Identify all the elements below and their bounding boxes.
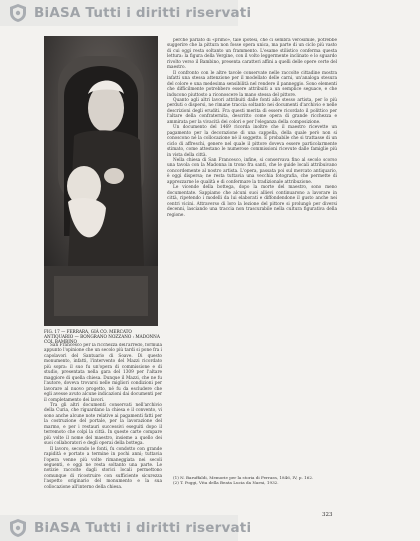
paragraph: Le vicende della bottega, dopo la morte del maestro, sono meno documentate. Sappiamo che alcuni suoi allievi continuarono a lavorare in città, ripetendo i modelli da lui elaborati e diffondendone il gusto anche nei centri vicini. Attraverso di loro la lezione del pittore si prolungò per diversi decenni, lasciando una traccia non trascurabile nella cultura figurativa della regione. (167, 185, 337, 218)
paragraph: Un documento del 1469 ricorda inoltre che il maestro ricevette un pagamento per la decorazione di una cappella, della quale però non si conoscono né la collocazione né il soggetto. È probabile che si trattasse di un ciclo di affreschi, genere nel quale il pittore doveva essere particolarmente stimato, come attestano le numerose commissioni ricevute dalle famiglie più in vista della città. (167, 125, 337, 158)
footnote: (2) T. Poggi, Vita della Beata Lucia da Narni, 1932. (173, 480, 279, 486)
page-number: 323 (322, 512, 333, 518)
watermark-banner-bottom (0, 515, 252, 541)
footnotes (167, 475, 337, 486)
text-column-left (44, 343, 162, 515)
paragraph: Quanto agli altri lavori attribuiti dalle fonti allo stesso artista, per lo più perduti o dispersi, ne rimane traccia soltanto nei documenti d'archivio e nelle descrizioni degli eruditi. Fra questi merita di essere ricordato il polittico per l'altare della confraternita, descritto come opera di grande ricchezza e ammirata per la vivacità dei colori e per l'eleganza della composizione. (167, 97, 337, 125)
watermark-text: BiASA Tutti i diritti riservati (34, 5, 252, 21)
shield-logo-icon (8, 518, 28, 538)
paragraph: Il lavoro, secondo le fonti, fu condotto con grande rapidità e portato a termine in pochi anni; tuttavia l'opera venne più volte rimaneggiata nei secoli seguenti, e oggi ne resta soltanto una parte. Le notizie raccolte dagli storici locali permettono comunque di ricostruire con sufficiente sicurezza l'aspetto originario del monumento e la sua collocazione all'interno della chiesa. (44, 446, 162, 490)
paragraph: Nella chiesa di San Francesco, infine, si conservava fino al secolo scorso una tavola con la Madonna in trono fra santi, che le guide locali attribuivano concordemente al nostro artista. L'opera, passata poi sul mercato antiquario, è oggi dispersa; ne resta tuttavia una vecchia fotografia, che permette di apprezzarne le qualità e di confermare la tradizionale attribuzione. (167, 157, 337, 185)
paragraph: Tra gli altri documenti conservati nell'archivio della Curia, che riguardano la chiesa e il convento, vi sono anche alcune note relative ai pagamenti fatti per la costruzione del portale, per la lavorazione del marmo, e per i restauri successivi eseguiti dopo il terremoto che colpì la città. In queste carte compare più volte il nome del maestro, insieme a quello dei suoi collaboratori e degli operai della bottega. (44, 402, 162, 447)
watermark-text: BiASA Tutti i diritti riservati (34, 520, 252, 536)
text-column-right (167, 38, 337, 470)
shield-logo-icon (8, 3, 28, 23)
paragraph: perché parlato di «primo», tale ipotesi, che ci sembra verosimile, potrebbe suggerire che la pittura non fosse opera unica, ma parte di un ciclo più vasto di cui oggi resta soltanto un frammento. L'esame stilistico conferma questa lettura: la figura della Vergine, con il volto leggermente inclinato e lo sguardo rivolto verso il Bambino, presenta caratteri affini a quelli delle opere certe del maestro. (167, 38, 337, 71)
figure-caption: FIG. 17 — FERRARA, GIÀ CO. MERCATO ANTIQUARIO — BONGRANO NOZZANO : MADONNA COL BAMBINO (44, 329, 160, 344)
footnote: (1) N. Baruffaldi, Memorie per la storia di Ferrara, 1846, IV, p. 162. (173, 475, 314, 480)
paragraph: Il confronto con le altre tavole conservate nelle raccolte cittadine mostra infatti una stessa attenzione per il modellato delle carni, un'analoga stesura del colore e una medesima sensibilità nel rendere il panneggio. Sono elementi che difficilmente potrebbero essere attribuiti a un semplice seguace, e che inducono piuttosto a riconoscere la mano stessa del pittore. (167, 70, 337, 98)
painting-illustration (44, 36, 158, 326)
madonna-painting-photo (44, 36, 158, 326)
paragraph: San Francesco per la ricchezza dell'arredo, formula appunto l'opinione che un secolo più tardi si pone fra i capolavori del Santuario di Soave. Di questo monumento, infatti, l'intervento del Mazzi ricordato più sopra: il suo fu un'opera di commissione e di studio, presentata nella gara del 1309 per l'altare maggiore di quella chiesa. Dunque il Mazzi, che ne fu l'autore, doveva trovarsi nelle migliori condizioni per lavorare al nuovo progetto, né fu da escludere che egli avesse avuto alcune indicazioni dai documenti per il completamento dei lavori. (44, 343, 162, 403)
watermark-banner-top (0, 0, 252, 26)
